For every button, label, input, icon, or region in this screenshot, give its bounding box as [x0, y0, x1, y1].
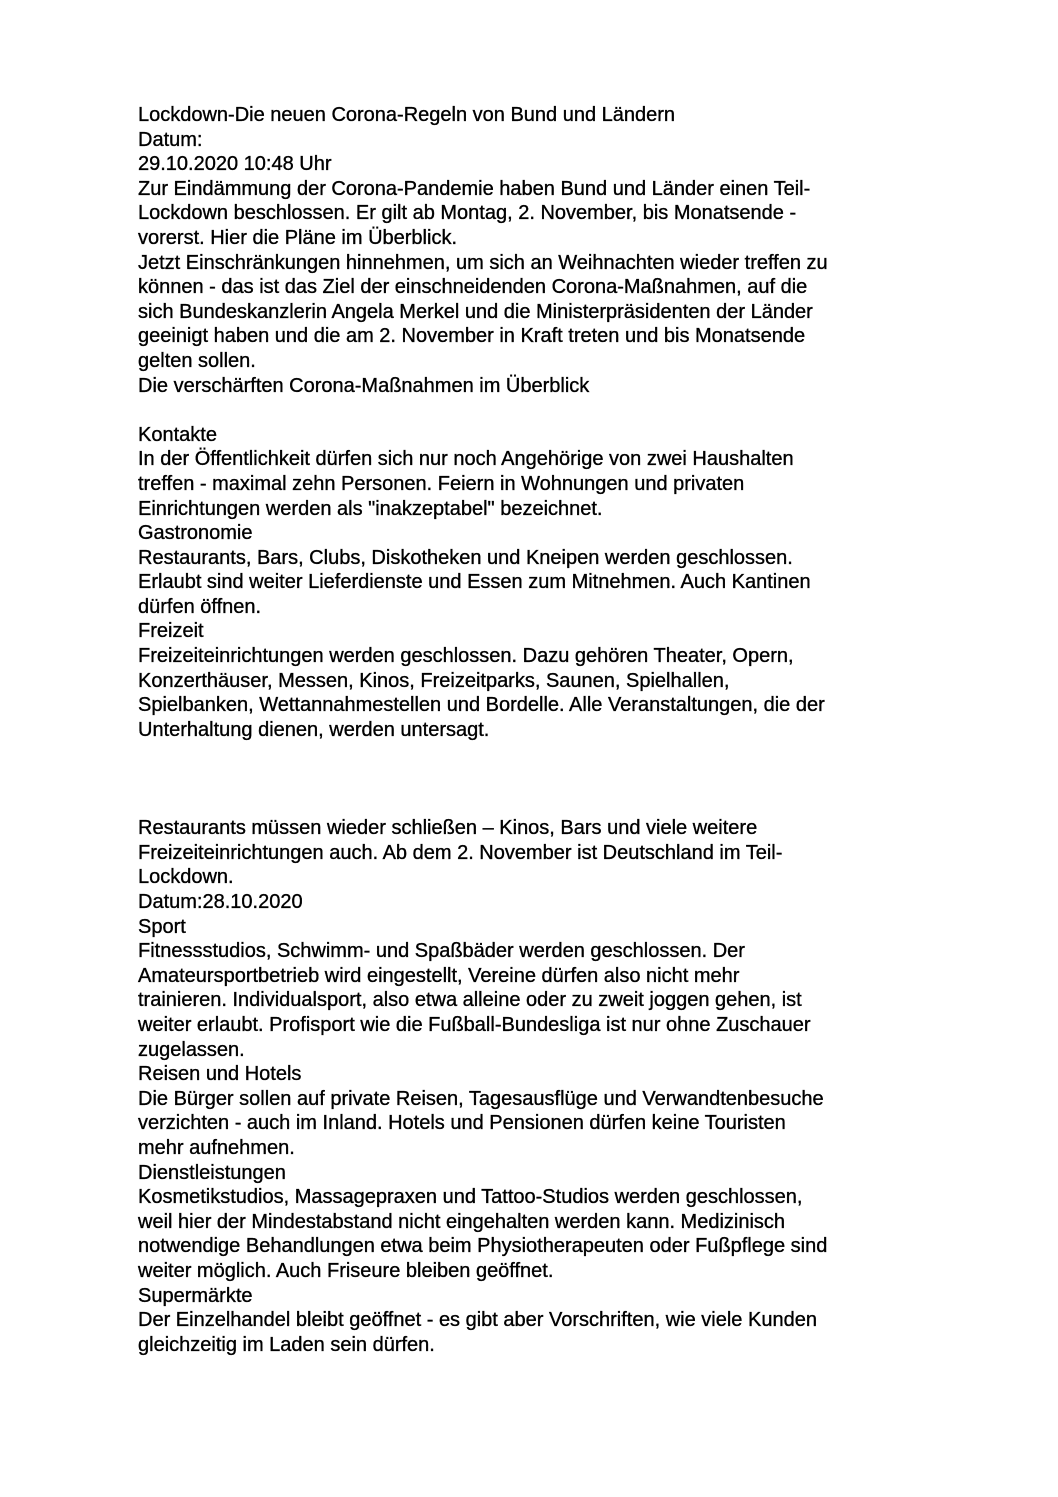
document-page — [138, 103, 938, 1357]
text-line: Freizeiteinrichtungen werden geschlossen. Dazu gehören Theater, Opern, — [138, 645, 794, 668]
text-line: geeinigt haben und die am 2. November in Kraft treten und bis Monatsende — [138, 325, 806, 348]
text-line: Jetzt Einschränkungen hinnehmen, um sich an Weihnachten wieder treffen zu — [138, 251, 828, 274]
text-line: Zur Eindämmung der Corona-Pandemie haben Bund und Länder einen Teil- — [138, 177, 811, 200]
gastronomie-heading: Gastronomie — [138, 522, 253, 545]
freizeit-heading: Freizeit — [138, 620, 204, 643]
text-line: mehr aufnehmen. — [138, 1136, 295, 1159]
text-line: gleichzeitig im Laden sein dürfen. — [138, 1333, 435, 1356]
dienstleistungen-heading: Dienstleistungen — [138, 1161, 286, 1184]
section-lockdown-rules — [138, 103, 938, 742]
text-line: zugelassen. — [138, 1038, 245, 1061]
text-line: verzichten - auch im Inland. Hotels und Pensionen dürfen keine Touristen — [138, 1112, 786, 1135]
text-line: Lockdown. — [138, 866, 234, 889]
dienstleistungen-paragraph — [138, 1185, 938, 1283]
supermaerkte-heading: Supermärkte — [138, 1284, 253, 1307]
text-line: trainieren. Individualsport, also etwa alleine oder zu zweit joggen gehen, ist — [138, 989, 802, 1012]
text-line: weiter erlaubt. Profisport wie die Fußball-Bundesliga ist nur ohne Zuschauer — [138, 1013, 811, 1036]
text-line: Freizeiteinrichtungen auch. Ab dem 2. November ist Deutschland im Teil- — [138, 841, 783, 864]
text-line: Einrichtungen werden als "inakzeptabel" bezeichnet. — [138, 497, 603, 520]
date-label: Datum: — [138, 128, 203, 151]
text-line: Unterhaltung dienen, werden untersagt. — [138, 718, 490, 741]
text-line: weil hier der Mindestabstand nicht eingehalten werden kann. Medizinisch — [138, 1210, 786, 1233]
text-line: weiter möglich. Auch Friseure bleiben geöffnet. — [138, 1259, 554, 1282]
sport-heading: Sport — [138, 915, 186, 938]
text-line: Restaurants müssen wieder schließen – Kinos, Bars und viele weitere — [138, 817, 758, 840]
text-line: Der Einzelhandel bleibt geöffnet - es gibt aber Vorschriften, wie viele Kunden — [138, 1309, 817, 1332]
kontakte-paragraph — [138, 447, 938, 521]
kontakte-heading: Kontakte — [138, 423, 217, 446]
text-line: Spielbanken, Wettannahmestellen und Bordelle. Alle Veranstaltungen, die der — [138, 694, 825, 717]
text-line: dürfen öffnen. — [138, 595, 262, 618]
article-title: Lockdown-Die neuen Corona-Regeln von Bund und Ländern — [138, 104, 676, 126]
text-line: Restaurants, Bars, Clubs, Diskotheken und Kneipen werden geschlossen. — [138, 546, 793, 569]
text-line: treffen - maximal zehn Personen. Feiern in Wohnungen und privaten — [138, 472, 745, 495]
text-line: notwendige Behandlungen etwa beim Physiotherapeuten oder Fußpflege sind — [138, 1235, 828, 1258]
text-line: sich Bundeskanzlerin Angela Merkel und die Ministerpräsidenten der Länder — [138, 300, 813, 323]
reisen-heading: Reisen und Hotels — [138, 1063, 302, 1086]
text-line: Fitnessstudios, Schwimm- und Spaßbäder werden geschlossen. Der — [138, 940, 745, 963]
date-line: Datum:28.10.2020 — [138, 891, 303, 914]
text-line: können - das ist das Ziel der einschneidenden Corona-Maßnahmen, auf die — [138, 276, 808, 299]
text-line: Kosmetikstudios, Massagepraxen und Tattoo-Studios werden geschlossen, — [138, 1186, 803, 1209]
supermaerkte-paragraph — [138, 1308, 938, 1357]
text-line: Lockdown beschlossen. Er gilt ab Montag, 2. November, bis Monatsende - — [138, 202, 797, 225]
headline-paragraph — [138, 816, 938, 890]
reisen-paragraph — [138, 1087, 938, 1161]
text-line: Amateursportbetrieb wird eingestellt, Vereine dürfen also nicht mehr — [138, 964, 740, 987]
body-paragraph — [138, 251, 938, 374]
text-line: Die Bürger sollen auf private Reisen, Tagesausflüge und Verwandtenbesuche — [138, 1087, 824, 1110]
blank-line — [138, 398, 938, 423]
sport-paragraph — [138, 939, 938, 1062]
section-gap — [138, 742, 938, 816]
text-line: vorerst. Hier die Pläne im Überblick. — [138, 226, 457, 249]
section-restaurants-close — [138, 816, 938, 1357]
text-line: gelten sollen. — [138, 349, 256, 372]
intro-paragraph — [138, 177, 938, 251]
freizeit-paragraph — [138, 644, 938, 742]
gastronomie-paragraph — [138, 546, 938, 620]
text-line: In der Öffentlichkeit dürfen sich nur noch Angehörige von zwei Haushalten — [138, 448, 794, 471]
text-line: Konzerthäuser, Messen, Kinos, Freizeitparks, Saunen, Spielhallen, — [138, 669, 730, 692]
date-value: 29.10.2020 10:48 Uhr — [138, 153, 332, 176]
text-line: Erlaubt sind weiter Lieferdienste und Essen zum Mitnehmen. Auch Kantinen — [138, 571, 811, 594]
overview-heading: Die verschärften Corona-Maßnahmen im Überblick — [138, 374, 590, 397]
